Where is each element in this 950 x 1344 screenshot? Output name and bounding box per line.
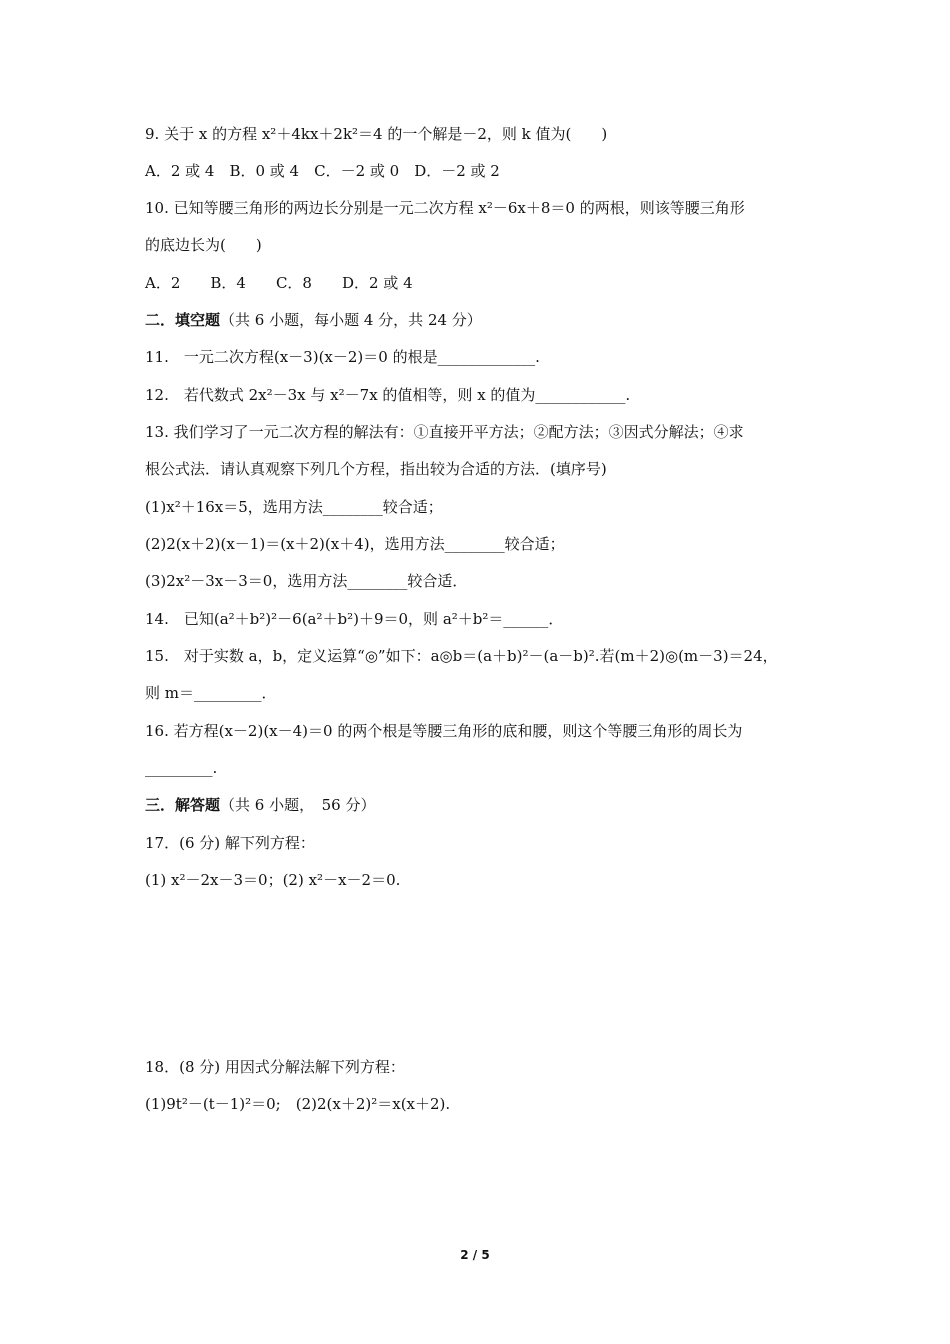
q10-stem-line1: 10. 已知等腰三角形的两边长分别是一元二次方程 x²－6x＋8＝0 的两根，则该等腰三角形 bbox=[145, 199, 745, 217]
section-fill-in-note: （共 6 小题，每小题 4 分，共 24 分） bbox=[220, 311, 482, 329]
q14: 14. 已知(a²＋b²)²－6(a²＋b²)＋9＝0，则 a²＋b²＝______． bbox=[145, 610, 564, 628]
section-answer-title: 三．解答题 bbox=[145, 796, 221, 814]
page-number: 2 / 5 bbox=[460, 1248, 490, 1262]
q11: 11. 一元二次方程(x－3)(x－2)＝0 的根是_____________. bbox=[145, 348, 540, 366]
q17-equations: (1) x²－2x－3＝0；(2) x²－x－2＝0. bbox=[145, 871, 401, 889]
q9-stem: 9. 关于 x 的方程 x²＋4kx＋2k²＝4 的一个解是－2，则 k 值为( ) bbox=[145, 125, 608, 143]
q16-stem-line2: _________. bbox=[145, 759, 218, 777]
q12: 12. 若代数式 2x²－3x 与 x²－7x 的值相等，则 x 的值为____________. bbox=[145, 386, 631, 404]
section-fill-in-title: 二．填空题 bbox=[145, 311, 221, 329]
q18-equations: (1)9t²－(t－1)²＝0; (2)2(x＋2)²＝x(x＋2). bbox=[145, 1095, 451, 1113]
section-answer-note: （共 6 小题， 56 分） bbox=[220, 796, 376, 814]
q16-stem-line1: 16. 若方程(x－2)(x－4)＝0 的两个根是等腰三角形的底和腰，则这个等腰三角形的周长为 bbox=[145, 722, 743, 740]
section-answer-heading bbox=[145, 795, 375, 815]
q13-stem-line2: 根公式法．请认真观察下列几个方程，指出较为合适的方法．(填序号) bbox=[145, 460, 607, 478]
q17-stem: 17．(6 分) 解下列方程： bbox=[145, 834, 315, 852]
q13-part1: (1)x²＋16x＝5，选用方法________较合适； bbox=[145, 498, 443, 516]
q10-options: A．2 B．4 C．8 D．2 或 4 bbox=[145, 274, 413, 292]
q15-stem-line2: 则 m＝_________． bbox=[145, 684, 277, 702]
q13-part2: (2)2(x＋2)(x－1)＝(x＋2)(x＋4)，选用方法________较合适； bbox=[145, 535, 565, 553]
q10-stem-line2: 的底边长为( ) bbox=[145, 236, 262, 254]
section-fill-in-heading bbox=[145, 310, 482, 330]
q18-stem: 18．(8 分) 用因式分解法解下列方程： bbox=[145, 1058, 405, 1076]
q13-part3: (3)2x²－3x－3＝0，选用方法________较合适． bbox=[145, 572, 468, 590]
q15-stem-line1: 15. 对于实数 a，b，定义运算“◎”如下：a◎b＝(a＋b)²－(a－b)².若(m＋2)◎(m－3)＝24， bbox=[145, 647, 778, 665]
q13-stem-line1: 13. 我们学习了一元二次方程的解法有：①直接开平方法；②配方法；③因式分解法；④求 bbox=[145, 423, 744, 441]
q9-options: A．2 或 4 B．0 或 4 C．－2 或 0 D．－2 或 2 bbox=[145, 162, 500, 180]
